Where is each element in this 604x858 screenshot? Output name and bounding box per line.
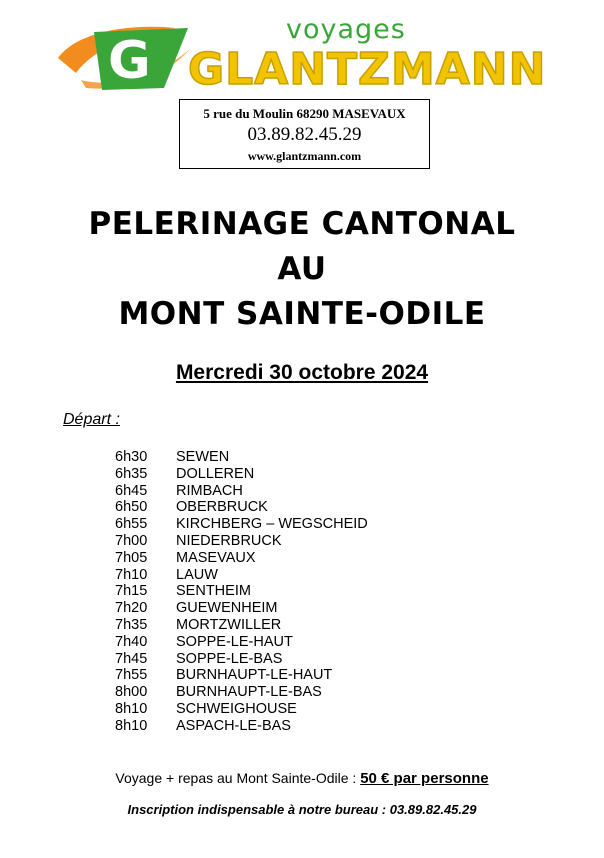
schedule-row xyxy=(115,533,368,550)
schedule-row xyxy=(115,483,368,500)
title-line-2: AU xyxy=(277,251,327,287)
schedule-row xyxy=(115,516,368,533)
schedule-row xyxy=(115,684,368,701)
company-logo xyxy=(56,10,556,94)
price-text: Voyage + repas au Mont Sainte-Odile : xyxy=(115,770,361,786)
page-title xyxy=(0,202,604,337)
depart-label: Départ : xyxy=(63,411,120,428)
schedule-row xyxy=(115,499,368,516)
schedule-time: 7h00 xyxy=(115,532,148,549)
address-line: 5 rue du Moulin 68290 MASEVAUX xyxy=(203,106,406,121)
schedule-row xyxy=(115,634,368,651)
schedule-time: 7h55 xyxy=(115,667,148,684)
schedule-time: 7h35 xyxy=(115,616,148,633)
address-box xyxy=(179,99,430,169)
price-line xyxy=(0,770,604,787)
schedule-time: 6h55 xyxy=(115,516,148,533)
logo-company-name: GLANTZMANN xyxy=(188,44,547,95)
schedule-row xyxy=(115,550,368,567)
schedule-place: MORTZWILLER xyxy=(176,616,282,633)
price-value: 50 € par personne xyxy=(360,770,489,787)
schedule-place: BURNHAUPT-LE-HAUT xyxy=(176,667,333,684)
address-phone: 03.89.82.45.29 xyxy=(247,124,362,145)
schedule-time: 8h10 xyxy=(115,717,148,734)
schedule-place: NIEDERBRUCK xyxy=(176,532,282,549)
schedule-place: SOPPE-LE-HAUT xyxy=(176,633,293,650)
schedule-place: SEWEN xyxy=(176,449,230,465)
schedule-time: 6h45 xyxy=(115,482,148,499)
schedule-row xyxy=(115,583,368,600)
svg-text:G: G xyxy=(108,31,151,91)
schedule-time: 8h10 xyxy=(115,700,148,717)
schedule-place: MASEVAUX xyxy=(176,549,256,566)
schedule-time: 7h05 xyxy=(115,549,148,566)
schedule-place: GUEWENHEIM xyxy=(176,600,278,617)
schedule-row xyxy=(115,667,368,684)
schedule-time: 7h15 xyxy=(115,583,148,600)
schedule-row xyxy=(115,701,368,718)
schedule-row xyxy=(115,466,368,483)
schedule-place: SOPPE-LE-BAS xyxy=(176,650,283,667)
schedule-row xyxy=(115,617,368,634)
logo-swoosh-icon xyxy=(56,18,196,92)
inscription-note: Inscription indispensable à notre bureau : 03.89.82.45.29 xyxy=(127,802,477,817)
schedule-row xyxy=(115,600,368,617)
schedule-time: 7h45 xyxy=(115,650,148,667)
address-website: www.glantzmann.com xyxy=(247,149,362,163)
schedule-place: SCHWEIGHOUSE xyxy=(176,700,297,717)
title-line-1: PELERINAGE CANTONAL xyxy=(88,206,516,242)
schedule-time: 7h20 xyxy=(115,600,148,617)
schedule-place: KIRCHBERG – WEGSCHEID xyxy=(176,516,368,533)
schedule-row xyxy=(115,718,368,735)
departure-schedule xyxy=(115,449,368,735)
schedule-time: 6h50 xyxy=(115,499,148,516)
schedule-time: 6h30 xyxy=(115,449,148,465)
title-line-3: MONT SAINTE-ODILE xyxy=(118,296,486,332)
schedule-place: ASPACH-LE-BAS xyxy=(176,717,291,734)
schedule-place: RIMBACH xyxy=(176,482,243,499)
schedule-place: BURNHAUPT-LE-BAS xyxy=(176,684,322,701)
schedule-place: OBERBRUCK xyxy=(176,499,268,516)
event-date: Mercredi 30 octobre 2024 xyxy=(175,361,429,384)
schedule-time: 8h00 xyxy=(115,684,148,701)
schedule-place: DOLLEREN xyxy=(176,465,255,482)
schedule-row xyxy=(115,567,368,584)
logo-voyages-text: voyages xyxy=(286,14,406,45)
schedule-row xyxy=(115,651,368,668)
schedule-time: 7h40 xyxy=(115,633,148,650)
schedule-time: 6h35 xyxy=(115,465,148,482)
schedule-place: SENTHEIM xyxy=(176,583,251,600)
schedule-place: LAUW xyxy=(176,566,218,583)
schedule-time: 7h10 xyxy=(115,566,148,583)
schedule-row xyxy=(115,449,368,466)
